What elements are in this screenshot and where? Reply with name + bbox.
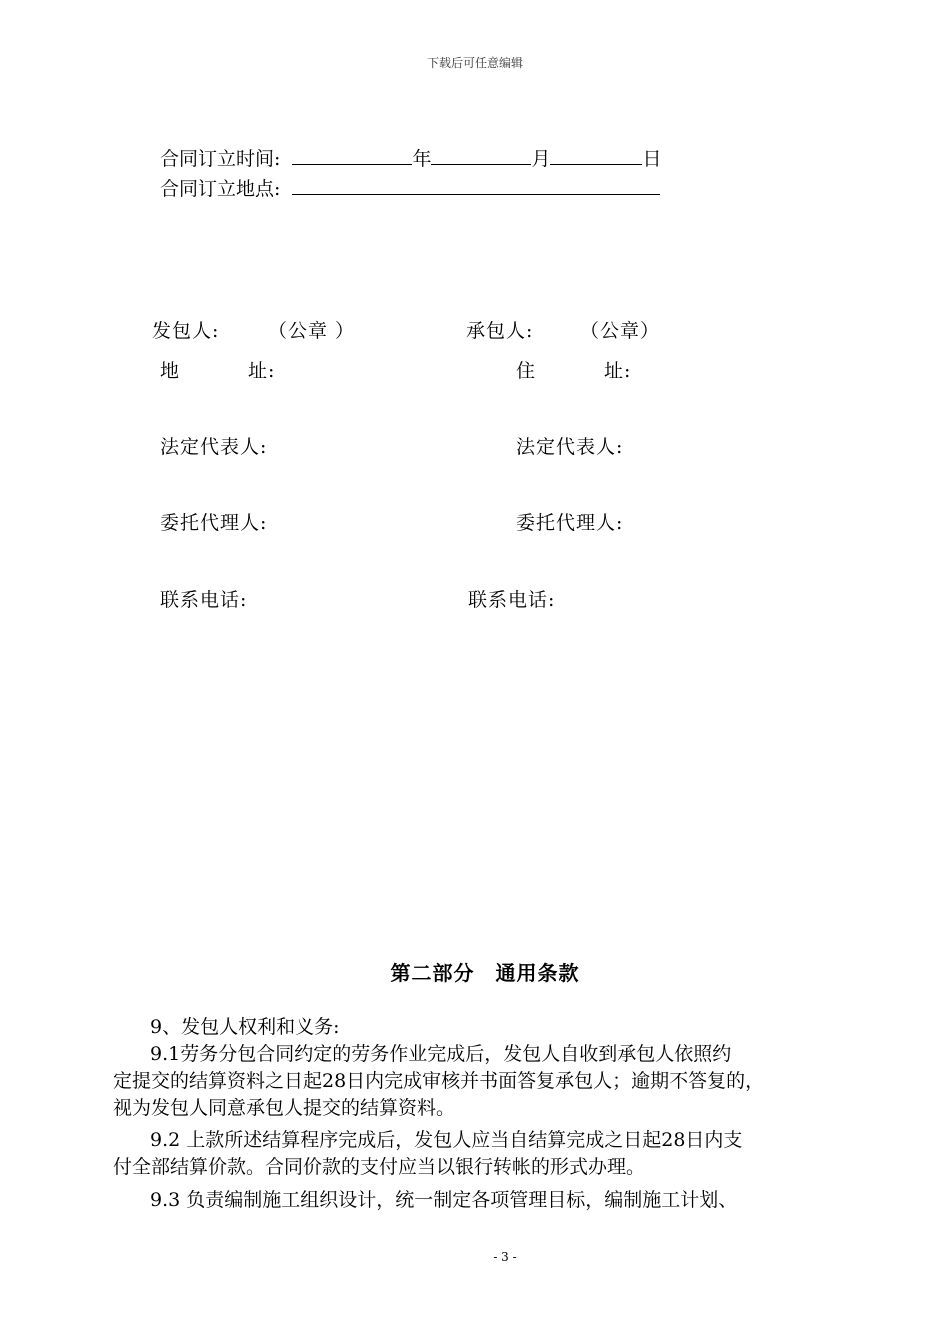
employer-seal: （公章 ） bbox=[268, 320, 356, 342]
clause-9-2 bbox=[113, 1127, 873, 1181]
contractor-address-label-a: 住 bbox=[516, 360, 537, 382]
contractor-legal-rep: 法定代表人: bbox=[516, 436, 624, 458]
contractor-phone: 联系电话: bbox=[468, 589, 556, 611]
clause-line: 9.2 上款所述结算程序完成后，发包人应当自结算完成之日起28日内支 bbox=[150, 1129, 743, 1151]
clause-line: 9.1劳务分包合同约定的劳务作业完成后，发包人自收到承包人依照约 bbox=[150, 1043, 732, 1065]
month-blank bbox=[431, 146, 531, 165]
employer-agent: 委托代理人: bbox=[160, 512, 268, 534]
clause-9-1 bbox=[113, 1041, 873, 1122]
day-blank bbox=[550, 146, 642, 165]
place-blank bbox=[292, 176, 660, 195]
contractor-seal: （公章） bbox=[580, 320, 661, 342]
contractor-agent: 委托代理人: bbox=[516, 512, 624, 534]
clause-line: 付全部结算价款。合同价款的支付应当以银行转帐的形式办理。 bbox=[113, 1156, 646, 1178]
date-label: 合同订立时间: bbox=[160, 148, 281, 170]
contract-date-row bbox=[160, 146, 662, 171]
year-label: 年 bbox=[412, 148, 432, 170]
clause-heading: 9、发包人权利和义务: bbox=[150, 1016, 340, 1038]
contractor-title: 承包人: bbox=[466, 320, 534, 342]
header-note: 下载后可任意编辑 bbox=[426, 56, 523, 70]
contract-place-row bbox=[160, 176, 660, 201]
page-number: - 3 - bbox=[493, 1250, 517, 1264]
employer-phone: 联系电话: bbox=[160, 589, 248, 611]
clause-line: 视为发包人同意承包人提交的结算资料。 bbox=[113, 1097, 456, 1119]
employer-title: 发包人: bbox=[152, 320, 220, 342]
employer-address-label-b: 址: bbox=[248, 360, 276, 382]
clause-line: 9.3 负责编制施工组织设计，统一制定各项管理目标，编制施工计划、 bbox=[150, 1189, 738, 1211]
year-blank bbox=[292, 146, 412, 165]
contractor-address-label-b: 址: bbox=[604, 360, 632, 382]
month-label: 月 bbox=[531, 148, 551, 170]
employer-legal-rep: 法定代表人: bbox=[160, 436, 268, 458]
clause-9-3 bbox=[113, 1187, 873, 1214]
place-label: 合同订立地点: bbox=[160, 178, 281, 200]
day-label: 日 bbox=[642, 148, 662, 170]
employer-address-label-a: 地 bbox=[160, 360, 181, 382]
clause-line: 定提交的结算资料之日起28日内完成审核并书面答复承包人；逾期不答复的， bbox=[113, 1070, 765, 1092]
section-title: 第二部分 通用条款 bbox=[390, 961, 580, 985]
